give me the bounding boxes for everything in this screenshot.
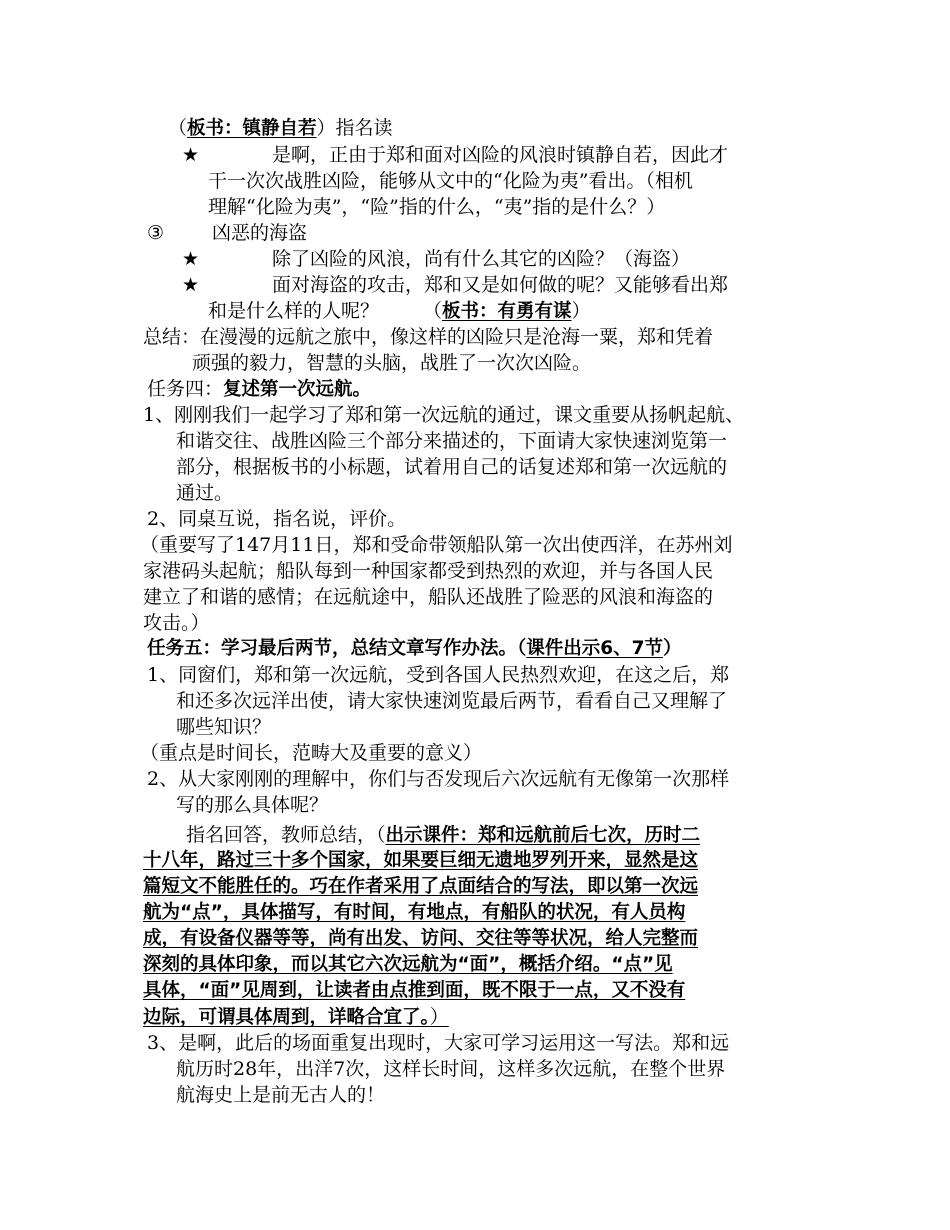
task-heading bbox=[147, 636, 682, 662]
task-title: 复述第一次远航。 bbox=[223, 379, 372, 400]
paragraph-line: 哪些知识？ bbox=[176, 716, 272, 738]
paragraph-line: 1、同窗们，郑和第一次远航，受到各国人民热烈欢迎，在这之后，郑 bbox=[147, 664, 730, 686]
text-span: ） bbox=[571, 300, 591, 322]
courseware-summary: 深刻的具体印象，而以其它六次远航为“面”，概括介绍。“点”见 bbox=[143, 954, 673, 975]
paragraph-line: 攻击。） bbox=[143, 612, 210, 634]
courseware-summary: 具体，“面”见周到，让读者由点推到面，既不限于一点，又不没有 bbox=[143, 980, 686, 1001]
paragraph-line: （重要写了147月11日，郑和受命带领船队第一次出使西洋，在苏州刘 bbox=[140, 534, 733, 556]
board-note-brave: 板书：有勇有谋 bbox=[442, 301, 572, 322]
paragraph-line: （重点是时间长，范畴大及重要的意义） bbox=[140, 742, 483, 764]
text-span: ） bbox=[663, 638, 682, 659]
text-span: （ bbox=[168, 117, 188, 139]
paragraph-line: 家港码头起航；船队每到一种国家都受到热烈的欢迎，并与各国人民 bbox=[143, 560, 714, 582]
paragraph-line: 面对海盗的攻击，郑和又是如何做的呢？又能够看出郑 bbox=[272, 274, 729, 296]
paragraph-line: 理解“化险为夷”，“险”指的什么，“夷”指的是什么？） bbox=[208, 196, 666, 218]
task-heading bbox=[147, 376, 371, 402]
list-number: ③ bbox=[147, 222, 165, 244]
paragraph-line: 干一次次战胜凶险，能够从文中的“化险为夷”看出。（相机 bbox=[208, 170, 693, 192]
courseware-summary: 十八年，路过三十多个国家，如果要巨细无遗地罗列开来，显然是这 bbox=[143, 850, 699, 871]
star-bullet-icon: ★ bbox=[182, 274, 200, 296]
paragraph-line: 是啊，正由于郑和面对凶险的风浪时镇静自若，因此才 bbox=[272, 144, 729, 166]
text-span: ）指名读 bbox=[316, 117, 393, 139]
text-span: 指名回答，教师总结，（ bbox=[186, 824, 386, 846]
courseware-summary: 出示课件：郑和远航前后七次，历时二 bbox=[385, 825, 701, 846]
subheading-line: 凶恶的海盗 bbox=[212, 222, 308, 244]
paragraph-line: 航海史上是前无古人的！ bbox=[176, 1084, 386, 1106]
task-title: 任务五：学习最后两节，总结文章写作办法。（ bbox=[147, 638, 527, 659]
paragraph-line: 航历时28年，出洋7次，这样长时间，这样多次远航，在整个世界 bbox=[176, 1058, 726, 1080]
paragraph-line: 通过。 bbox=[176, 482, 234, 504]
text-span: ） bbox=[429, 1006, 449, 1028]
paragraph-line: 2、从大家刚刚的理解中，你们与否发现后六次远航有无像第一次那样 bbox=[147, 768, 730, 790]
board-note-line bbox=[168, 115, 393, 141]
paragraph-line: 和还多次远洋出使，请大家快速浏览最后两节，看看自己又理解了 bbox=[176, 690, 728, 712]
courseware-note: 课件出示6、7节 bbox=[526, 638, 664, 659]
paragraph-line: 顽强的毅力，智慧的头脑，战胜了一次次凶险。 bbox=[192, 352, 592, 374]
paragraph-line bbox=[186, 822, 700, 848]
text-span: 和是什么样的人呢？ bbox=[208, 300, 380, 322]
paragraph-line: 2、同桌互说，指名说，评价。 bbox=[147, 508, 407, 530]
star-bullet-icon: ★ bbox=[182, 248, 200, 270]
text-span: （ bbox=[423, 300, 443, 322]
paragraph-line bbox=[143, 1004, 449, 1030]
board-note-calm: 板书：镇静自若 bbox=[187, 118, 317, 139]
text-span: 任务四： bbox=[147, 378, 224, 400]
paragraph-line: 1、刚刚我们一起学习了郑和第一次远航的通过，课文重要从扬帆起航、 bbox=[143, 404, 745, 426]
paragraph-line: 3、是啊，此后的场面重复出现时，大家可学习运用这一写法。郑和远 bbox=[147, 1032, 730, 1054]
paragraph-line: 和谐交往、战胜凶险三个部分来描述的，下面请大家快速浏览第一 bbox=[176, 430, 728, 452]
courseware-summary: 篇短文不能胜任的。巧在作者采用了点面结合的写法，即以第一次远 bbox=[143, 876, 699, 897]
courseware-summary: 航为“点”，具体描写，有时间，有地点，有船队的状况，有人员构 bbox=[143, 902, 686, 923]
paragraph-line: 总结：在漫漫的远航之旅中，像这样的凶险只是沧海一粟，郑和凭着 bbox=[143, 326, 714, 348]
paragraph-line: 建立了和谐的感情；在远航途中，船队还战胜了险恶的风浪和海盗的 bbox=[143, 586, 714, 608]
courseware-summary: 成，有设备仪器等等，尚有出发、访问、交往等等状况，给人完整而 bbox=[143, 928, 699, 949]
paragraph-line bbox=[208, 298, 591, 324]
paragraph-line: 除了凶险的风浪，尚有什么其它的凶险？（海盗） bbox=[272, 248, 691, 270]
paragraph-line: 写的那么具体呢？ bbox=[176, 794, 329, 816]
courseware-summary: 边际，可谓具体周到，详略合宜了。 bbox=[143, 1007, 430, 1028]
paragraph-line: 部分，根据板书的小标题，试着用自己的话复述郑和第一次远航的 bbox=[176, 456, 728, 478]
star-bullet-icon: ★ bbox=[182, 144, 200, 166]
